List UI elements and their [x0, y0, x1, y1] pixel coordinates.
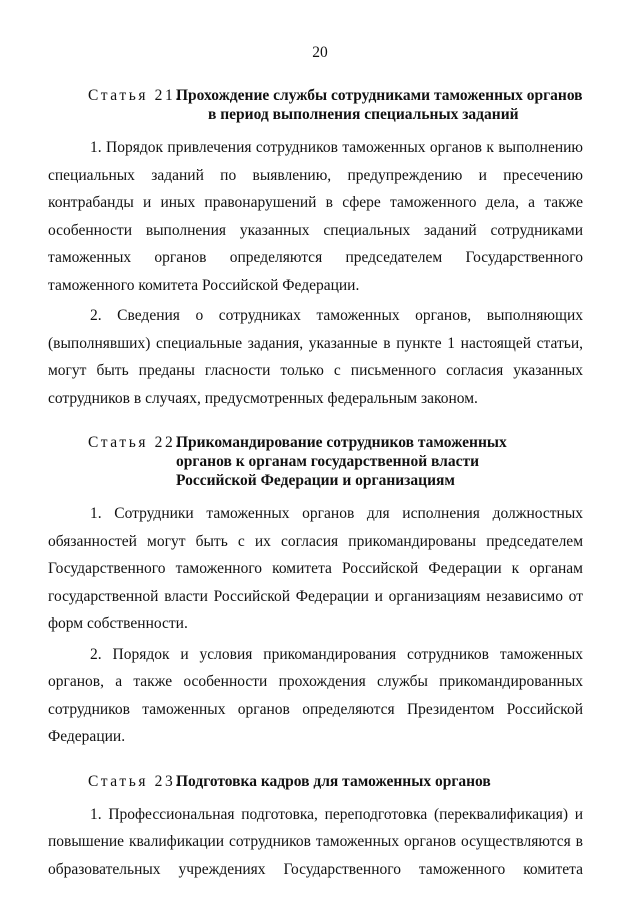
article-22-title-line-2: органов к органам государственной власти — [176, 453, 480, 470]
page-number: 20 — [312, 44, 328, 61]
article-21-paragraph-2: 2. Сведения о сотрудниках таможенных органов, выполняющих (выполнявших) специальные задания, указанные в пункте 1 настоящей статьи, могут быть преданы гласности только с письменного согласия указанных сотрудников в случаях, предусмотренных федеральным законом. — [48, 307, 583, 407]
article-22-title-line-1: Прикомандирование сотрудников таможенных — [176, 434, 507, 451]
article-23-paragraph-1: 1. Профессиональная подготовка, переподготовка (переквалификация) и повышение квалификации сотрудников таможенных органов осуществляются в образовательных учреждениях Государственного таможенного комитета — [48, 805, 583, 878]
article-21-title-line-2: в период выполнения специальных заданий — [208, 106, 519, 123]
article-21-paragraph-1: 1. Порядок привлечения сотрудников таможенных органов к выполнению специальных заданий по выявлению, предупреждению и пресечению контрабанды и иных правонарушений в сфере таможенного дела, а также особенности выполнения указанных специальных заданий сотрудниками таможенных органов определяются председателем Государственного таможенного комитета Российской Федерации. — [48, 139, 583, 294]
article-23-title-line-1: Подготовка кадров для таможенных органов — [176, 772, 491, 790]
article-22-paragraph-2: 2. Порядок и условия прикомандирования сотрудников таможенных органов, а также особенности прохождения службы прикомандированных сотрудников таможенных органов определяются Президентом Российской Федерации. — [48, 645, 583, 745]
article-23-label: Статья 23. — [88, 772, 182, 790]
document-body — [48, 86, 583, 883]
article-22-label: Статья 22. — [88, 434, 182, 451]
article-21-heading — [48, 86, 583, 124]
article-22-title-line-3: Российской Федерации и организациям — [176, 472, 455, 489]
article-22-paragraph-1: 1. Сотрудники таможенных органов для исполнения должностных обязанностей могут быть с их согласия прикомандированы председателем Государственного таможенного комитета Российской Федерации к органам государственной власти Российской Федерации и организациям независимо от форм собственности. — [48, 505, 583, 632]
article-21-label: Статья 21. — [88, 87, 182, 104]
article-22-heading — [48, 433, 583, 490]
article-21-title-line-1: Прохождение службы сотрудниками таможенных органов — [176, 87, 583, 104]
article-23-heading — [48, 772, 583, 791]
